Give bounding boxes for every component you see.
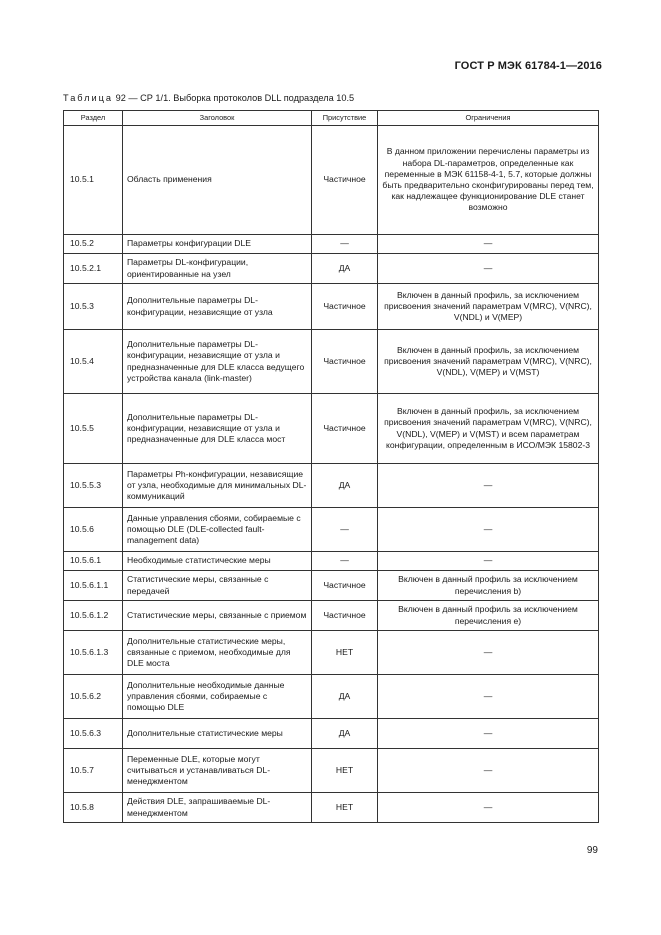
table-row: [64, 508, 599, 552]
column-header-presence: Присутствие: [312, 111, 378, 126]
cell-section: 10.5.2.1: [64, 254, 123, 284]
cell-section: 10.5.5: [64, 394, 123, 464]
table-caption-label: Таблица: [63, 93, 114, 103]
cell-presence: ДА: [312, 719, 378, 749]
table-row: [64, 552, 599, 571]
table-row: [64, 675, 599, 719]
cell-title: Область применения: [123, 126, 312, 235]
cell-presence: НЕТ: [312, 631, 378, 675]
cell-title: Параметры конфигурации DLE: [123, 235, 312, 254]
table-caption-text: 92 — СР 1/1. Выборка протоколов DLL подраздела 10.5: [113, 93, 355, 103]
cell-presence: —: [312, 552, 378, 571]
cell-title: Параметры Ph-конфигурации, независящие от узла, необходимые для минимальных DL-коммуникаций: [123, 464, 312, 508]
cell-section: 10.5.3: [64, 284, 123, 330]
cell-title: Дополнительные статистические меры, связанные с приемом, необходимые для DLE моста: [123, 631, 312, 675]
table-row: [64, 719, 599, 749]
page-number: 99: [586, 845, 598, 856]
cell-section: 10.5.6.1.2: [64, 601, 123, 631]
cell-presence: ДА: [312, 254, 378, 284]
cell-section: 10.5.5.3: [64, 464, 123, 508]
table-row: [64, 284, 599, 330]
cell-section: 10.5.6.1.3: [64, 631, 123, 675]
cell-presence: Частичное: [312, 284, 378, 330]
cell-section: 10.5.4: [64, 330, 123, 394]
table-caption: [63, 93, 354, 103]
cell-presence: НЕТ: [312, 749, 378, 793]
table-row: [64, 254, 599, 284]
cell-constraints: —: [378, 552, 599, 571]
cell-constraints: Включен в данный профиль за исключением перечисления b): [378, 571, 599, 601]
cell-title: Необходимые статистические меры: [123, 552, 312, 571]
cell-presence: ДА: [312, 675, 378, 719]
cell-section: 10.5.6.2: [64, 675, 123, 719]
cell-presence: —: [312, 235, 378, 254]
cell-constraints: —: [378, 793, 599, 823]
cell-title: Дополнительные параметры DL-конфигурации, независящие от узла и предназначенные для DLE класса ведущего устройства канала (link-master): [123, 330, 312, 394]
table-row: [64, 126, 599, 235]
cell-title: Параметры DL-конфигурации, ориентированные на узел: [123, 254, 312, 284]
cell-section: 10.5.1: [64, 126, 123, 235]
cell-section: 10.5.6: [64, 508, 123, 552]
table-row: [64, 235, 599, 254]
cell-presence: Частичное: [312, 330, 378, 394]
table-header-row: [64, 111, 599, 126]
cell-section: 10.5.6.3: [64, 719, 123, 749]
cell-constraints: —: [378, 464, 599, 508]
cell-constraints: —: [378, 631, 599, 675]
protocol-selection-table: [63, 110, 599, 823]
standard-designation: ГОСТ Р МЭК 61784-1—2016: [454, 60, 602, 72]
cell-title: Дополнительные статистические меры: [123, 719, 312, 749]
cell-constraints: Включен в данный профиль, за исключением присвоения значений параметрам V(MRC), V(NRC), V(NDL), V(MEP) и V(MST) и всем параметрам конфигурации, определенным в ИСО/МЭК 15802-3: [378, 394, 599, 464]
cell-presence: НЕТ: [312, 793, 378, 823]
table-row: [64, 601, 599, 631]
cell-presence: Частичное: [312, 394, 378, 464]
cell-title: Дополнительные необходимые данные управления сбоями, собираемые с помощью DLE: [123, 675, 312, 719]
cell-constraints: —: [378, 749, 599, 793]
cell-constraints: Включен в данный профиль, за исключением присвоения значений параметрам V(MRC), V(NRC), V(NDL) и V(MEP): [378, 284, 599, 330]
table-row: [64, 793, 599, 823]
cell-presence: Частичное: [312, 601, 378, 631]
cell-title: Статистические меры, связанные с передачей: [123, 571, 312, 601]
cell-presence: Частичное: [312, 571, 378, 601]
column-header-section: Раздел: [64, 111, 123, 126]
cell-constraints: —: [378, 235, 599, 254]
cell-constraints: —: [378, 508, 599, 552]
cell-constraints: Включен в данный профиль за исключением перечисления е): [378, 601, 599, 631]
column-header-title: Заголовок: [123, 111, 312, 126]
cell-section: 10.5.8: [64, 793, 123, 823]
cell-title: Переменные DLE, которые могут считываться и устанавливаться DL-менеджментом: [123, 749, 312, 793]
cell-constraints: —: [378, 254, 599, 284]
table-row: [64, 631, 599, 675]
cell-section: 10.5.2: [64, 235, 123, 254]
cell-section: 10.5.6.1: [64, 552, 123, 571]
column-header-constraints: Ограничения: [378, 111, 599, 126]
cell-constraints: —: [378, 675, 599, 719]
cell-title: Данные управления сбоями, собираемые с помощью DLE (DLE-collected fault-management data): [123, 508, 312, 552]
table-row: [64, 571, 599, 601]
cell-title: Статистические меры, связанные с приемом: [123, 601, 312, 631]
cell-presence: —: [312, 508, 378, 552]
table-row: [64, 394, 599, 464]
cell-constraints: —: [378, 719, 599, 749]
cell-section: 10.5.7: [64, 749, 123, 793]
cell-title: Действия DLE, запрашиваемые DL-менеджментом: [123, 793, 312, 823]
cell-section: 10.5.6.1.1: [64, 571, 123, 601]
cell-presence: Частичное: [312, 126, 378, 235]
cell-constraints: В данном приложении перечислены параметры из набора DL-параметров, определенные как переменные в МЭК 61158-4-1, 5.7, которые должны быть предварительно сконфигурированы перед тем, как надлежащее функционирование DLE станет возможно: [378, 126, 599, 235]
cell-constraints: Включен в данный профиль, за исключением присвоения значений параметрам V(MRC), V(NRC), V(NDL), V(MEP) и V(MST): [378, 330, 599, 394]
cell-title: Дополнительные параметры DL-конфигурации, независящие от узла и предназначенные для DLE класса мост: [123, 394, 312, 464]
table-row: [64, 464, 599, 508]
cell-title: Дополнительные параметры DL-конфигурации, независящие от узла: [123, 284, 312, 330]
cell-presence: ДА: [312, 464, 378, 508]
table-row: [64, 330, 599, 394]
table-row: [64, 749, 599, 793]
